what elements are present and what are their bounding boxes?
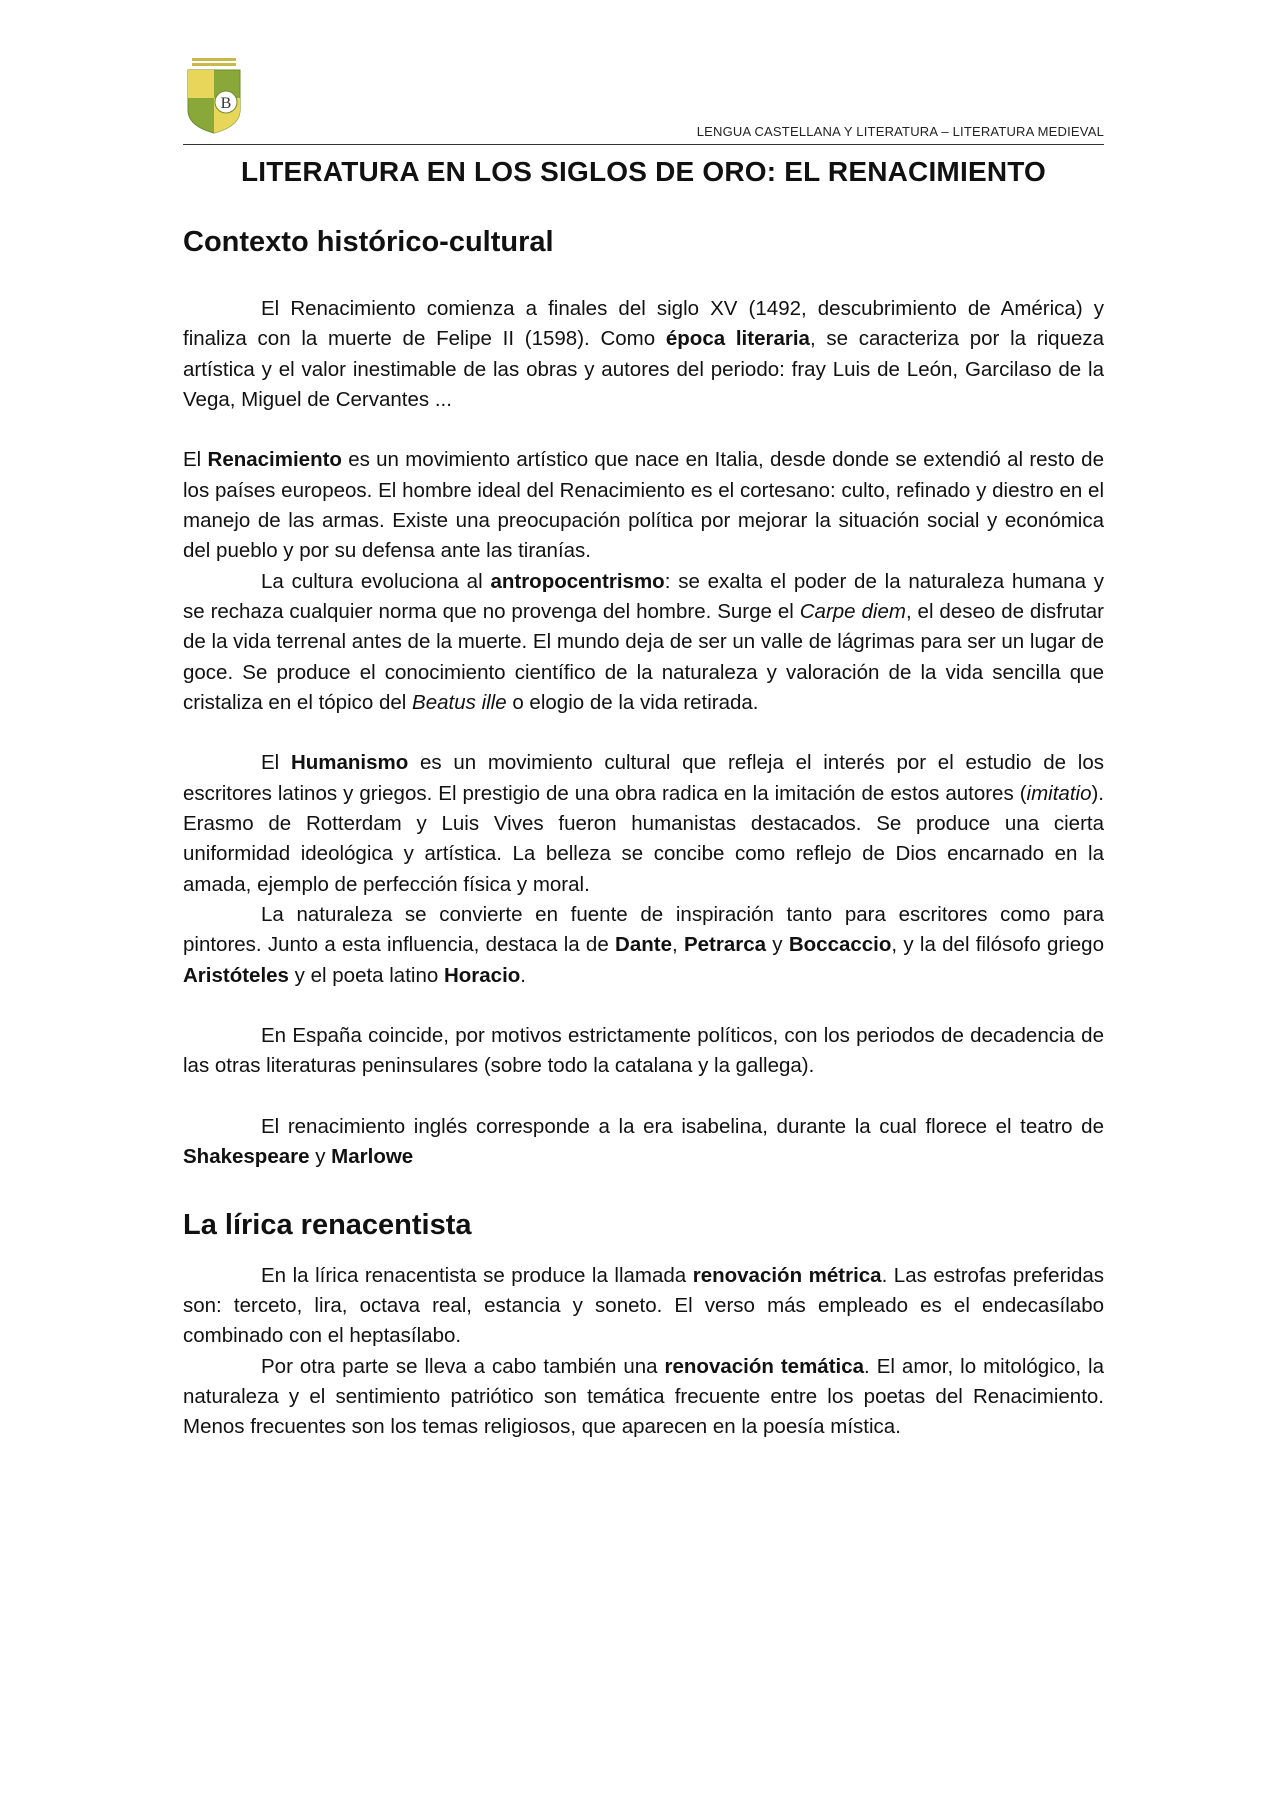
paragraph-renovacion-metrica bbox=[183, 1261, 1104, 1352]
running-head: LENGUA CASTELLANA Y LITERATURA – LITERATURA MEDIEVAL bbox=[696, 124, 1104, 139]
text: El renacimiento inglés corresponde a la era isabelina, durante la cual florece el teatro de bbox=[261, 1115, 1104, 1139]
bold-term: Petrarca bbox=[683, 933, 767, 957]
text: o elogio de la vida retirada. bbox=[506, 690, 759, 714]
text: , y la del filósofo griego bbox=[891, 933, 1104, 957]
bold-term: época literaria bbox=[665, 327, 810, 351]
header-divider bbox=[183, 144, 1104, 145]
bold-term: renovación métrica bbox=[692, 1263, 882, 1287]
paragraph-humanismo bbox=[183, 748, 1104, 899]
paragraph-renacimiento-definicion bbox=[183, 445, 1104, 566]
text: . Las estrofas preferidas son: terceto, lira, octava real, estancia y soneto. El verso más empleado es el endecasílabo combinado con el heptasílabo. bbox=[183, 1263, 1105, 1348]
paragraph-inicio-renacimiento bbox=[183, 294, 1104, 415]
text: . bbox=[520, 963, 526, 987]
italic-term: Beatus ille bbox=[412, 690, 507, 714]
text: es un movimiento artístico que nace en Italia, desde donde se extendió al resto de los países europeos. El hombre ideal del Renacimiento es el cortesano: culto, refinado y diestro en el manejo de las armas. Existe una preocupación política por mejorar la situación social y económica del pueblo y por su defensa ante las tiranías. bbox=[183, 448, 1104, 563]
page-title: LITERATURA EN LOS SIGLOS DE ORO: EL RENACIMIENTO bbox=[240, 156, 1047, 187]
text: El bbox=[183, 448, 208, 472]
crest-top-bar-1 bbox=[192, 58, 236, 61]
bold-term: antropocentrismo bbox=[490, 569, 665, 593]
bold-term: Boccaccio bbox=[788, 933, 892, 957]
paragraph-renovacion-tematica bbox=[183, 1352, 1104, 1443]
text: La naturaleza se convierte en fuente de inspiración tanto para escritores como para pintores. Junto a esta influencia, destaca la de bbox=[183, 902, 1104, 957]
text: , se caracteriza por la riqueza artística y el valor inestimable de las obras y autores del periodo: fray Luis de León, Garcilaso de la Vega, Miguel de Cervantes ... bbox=[183, 327, 1105, 411]
section-heading-contexto: Contexto histórico-cultural bbox=[183, 226, 554, 258]
text: , el deseo de disfrutar de la vida terrenal antes de la muerte. El mundo deja de ser un valle de lágrimas para ser un lugar de goce. Se produce el conocimiento científico de la naturaleza y valoración de la vida sencilla que cristaliza en el tópico del bbox=[183, 599, 1104, 714]
italic-term: Carpe diem bbox=[799, 599, 906, 623]
school-crest-logo bbox=[186, 58, 242, 134]
text: ). Erasmo de Rotterdam y Luis Vives fueron humanistas destacados. Se produce una cierta uniformidad ideológica y artística. La belleza se concibe como reflejo de Dios encarnado en la amada, ejemplo de perfección física y moral. bbox=[183, 781, 1104, 896]
bold-term: Shakespeare bbox=[183, 1145, 310, 1169]
document-body bbox=[183, 220, 1104, 1442]
crest-quarter-yellow bbox=[188, 70, 214, 98]
bold-term: Humanismo bbox=[290, 751, 409, 775]
bold-term: renovación temática bbox=[664, 1354, 865, 1378]
bold-term: Marlowe bbox=[331, 1145, 414, 1169]
text: El bbox=[261, 751, 291, 775]
text: . El amor, lo mitológico, la naturaleza y el sentimiento patriótico son temática frecuente entre los poetas del Renacimiento. Menos frecuentes son los temas religiosos, que aparecen en la poesía mística. bbox=[183, 1354, 1105, 1439]
bold-term: Dante bbox=[615, 933, 672, 957]
text: El Renacimiento comienza a finales del siglo XV (1492, descubrimiento de América) y finaliza con la muerte de Felipe II (1598). Como bbox=[183, 297, 1104, 351]
paragraph-antropocentrismo bbox=[183, 567, 1104, 718]
text: y bbox=[766, 933, 789, 957]
italic-term: imitatio bbox=[1026, 781, 1092, 805]
crest-letter: B bbox=[220, 95, 232, 112]
crest-top-bar-2 bbox=[192, 63, 236, 66]
section-heading-lirica: La lírica renacentista bbox=[183, 1208, 472, 1241]
text: y bbox=[309, 1145, 332, 1169]
bold-term: Horacio bbox=[443, 963, 521, 987]
text: En la lírica renacentista se produce la llamada bbox=[261, 1263, 693, 1287]
paragraph-espana bbox=[183, 1021, 1104, 1082]
text: Por otra parte se lleva a cabo también una bbox=[261, 1354, 665, 1378]
text: y el poeta latino bbox=[288, 963, 444, 987]
bold-term: Aristóteles bbox=[183, 963, 289, 987]
paragraph-renacimiento-ingles bbox=[183, 1112, 1104, 1173]
bold-term: Renacimiento bbox=[207, 448, 342, 472]
text: : se exalta el poder de la naturaleza humana y se rechaza cualquier norma que no provenga del hombre. Surge el bbox=[183, 569, 1104, 623]
text: La cultura evoluciona al bbox=[261, 569, 491, 593]
text: , bbox=[671, 933, 684, 957]
paragraph-naturaleza-influencias bbox=[183, 900, 1104, 991]
text: es un movimiento cultural que refleja el interés por el estudio de los escritores latinos y griegos. El prestigio de una obra radica en la imitación de estos autores ( bbox=[183, 751, 1104, 805]
text: En España coincide, por motivos estrictamente políticos, con los periodos de decadencia de las otras literaturas peninsulares (sobre todo la catalana y la gallega). bbox=[183, 1024, 1104, 1078]
